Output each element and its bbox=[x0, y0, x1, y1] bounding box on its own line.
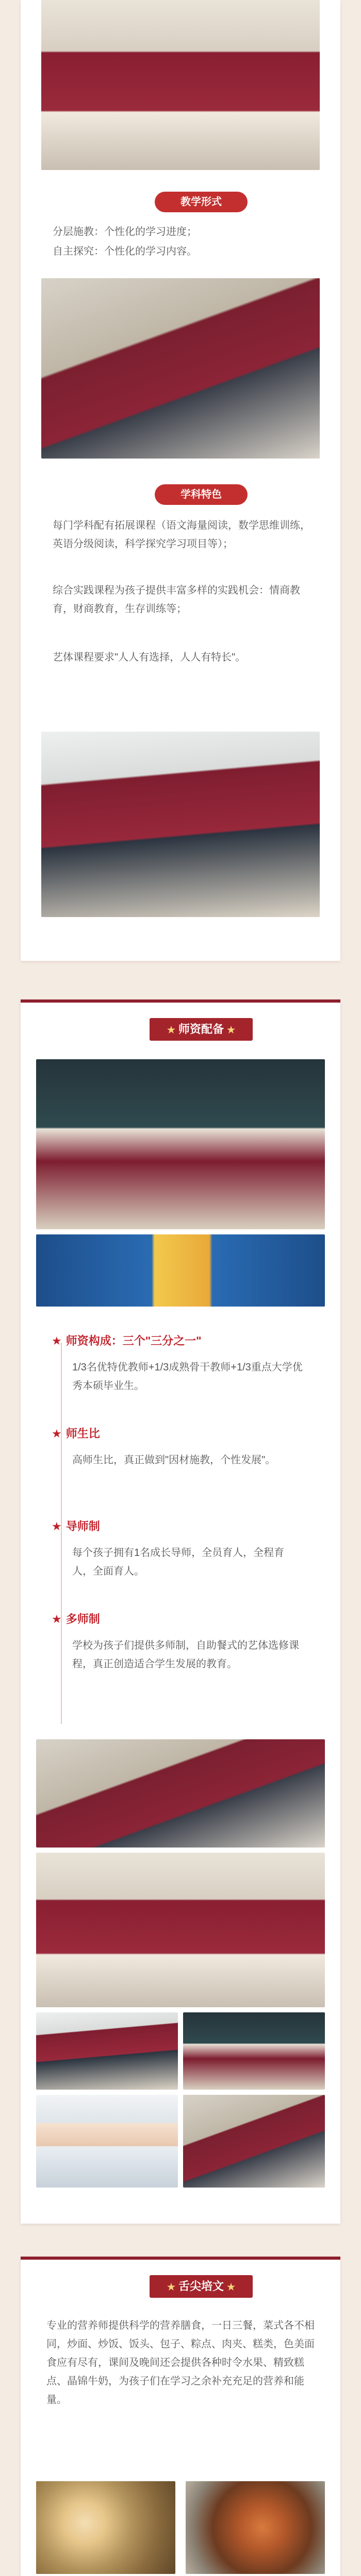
teachers-card bbox=[21, 999, 340, 2224]
dining-description: 专业的营养师提供科学的营养膳食，一日三餐，菜式各不相同，炒面、炒饭、饭头、包子、粽点、肉夹、糕类，色美面食应有尽有，课间及晚间还会提供各种时令水果、精致糕点、晶锦牛奶，为孩子们在学习之余补充充足的营养和能量。 bbox=[46, 2320, 315, 2405]
feature-paragraph-1: 每门学科配有拓展课程（语文海量阅读，数学思维训练，英语分级阅读，科学探究学习项目等）； bbox=[53, 520, 310, 550]
school-banner-photo bbox=[36, 1234, 325, 1307]
head-text: 导师制 bbox=[65, 1520, 100, 1533]
ratio-text: 高师生比，真正做到"因材施教，个性发展"。 bbox=[72, 1454, 276, 1466]
teachers-title-text: 师资配备 bbox=[178, 1023, 224, 1036]
feature-paragraph-2: 综合实践课程为孩子提供丰富多样的实践机会：情商教育，财商教育，生存训练等； bbox=[53, 585, 300, 615]
food-photo-2 bbox=[186, 2481, 325, 2574]
teacher-reading-photo bbox=[36, 1853, 325, 2007]
head-text: 师生比 bbox=[65, 1427, 100, 1440]
teacher-lecture-photo bbox=[36, 1059, 325, 1229]
subject-feature-title: 学科特色 bbox=[155, 484, 248, 505]
teacher-structure-head: ★ 师资构成：三个"三分之一" bbox=[52, 1334, 202, 1347]
students-in-hallway-photo bbox=[41, 732, 320, 917]
class-activity-photo-4 bbox=[183, 2095, 325, 2188]
class-activity-photo-2 bbox=[183, 2012, 325, 2090]
class-activity-photo-1 bbox=[36, 2012, 178, 2090]
teaching-form-line-2: 自主探究：个性化的学习内容。 bbox=[53, 246, 197, 257]
dining-title-text: 舌尖培文 bbox=[178, 2280, 224, 2293]
class-activity-photo-3 bbox=[36, 2095, 178, 2188]
food-photo-1 bbox=[36, 2481, 175, 2574]
students-reading-photo bbox=[41, 0, 320, 170]
teaching-form-title: 教学形式 bbox=[155, 192, 248, 212]
dining-section-title bbox=[150, 2275, 253, 2298]
teachers-section-title bbox=[150, 1018, 253, 1041]
head-text: 多师制 bbox=[65, 1613, 100, 1625]
star-icon: ★ bbox=[227, 1025, 236, 1035]
multi-teacher-head: ★ 多师制 bbox=[52, 1613, 100, 1625]
multi-teacher-text: 学校为孩子们提供多师制，自助餐式的艺体选修课程，真正创造适合学生发展的教育。 bbox=[72, 1640, 299, 1670]
star-icon: ★ bbox=[227, 2282, 236, 2292]
class-group-photo bbox=[36, 1739, 325, 1848]
star-icon: ★ bbox=[167, 2282, 175, 2292]
teacher-structure-text: 1/3名优特优教师+1/3成熟骨干教师+1/3重点大学优秀本硕毕业生。 bbox=[72, 1362, 303, 1392]
teaching-form-line-1: 分层施教：个性化的学习进度； bbox=[53, 226, 197, 238]
star-icon: ★ bbox=[167, 1025, 175, 1035]
classroom-discussion-photo bbox=[41, 278, 320, 459]
mentor-head: ★ 导师制 bbox=[52, 1520, 100, 1533]
teaching-card bbox=[21, 0, 340, 961]
feature-paragraph-3: 艺体课程要求"人人有选择，人人有特长"。 bbox=[53, 652, 246, 663]
ratio-head: ★ 师生比 bbox=[52, 1427, 100, 1440]
head-text: 师资构成：三个"三分之一" bbox=[65, 1334, 202, 1347]
dining-card bbox=[21, 2257, 340, 2576]
mentor-text: 每个孩子拥有1名成长导师，全员育人，全程育人，全面育人。 bbox=[72, 1547, 285, 1577]
